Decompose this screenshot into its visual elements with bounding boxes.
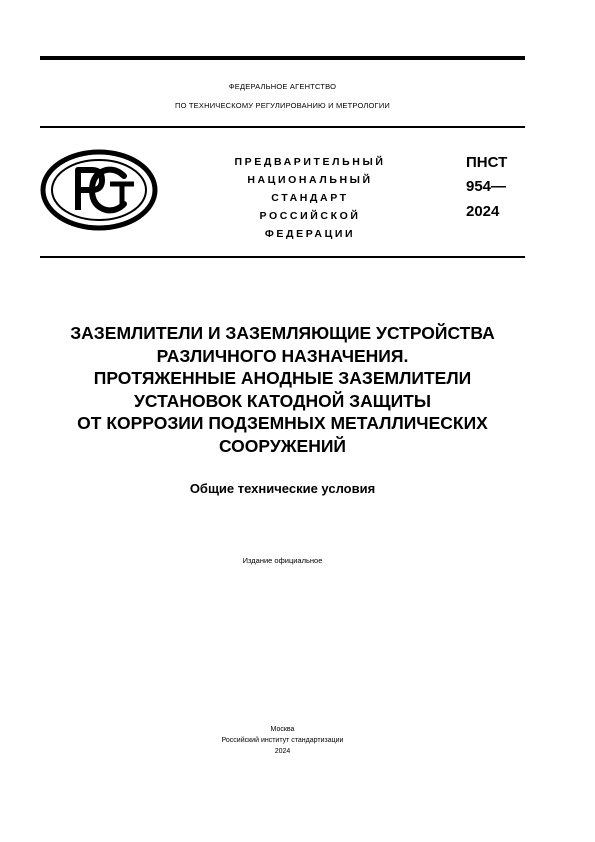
standard-type-line-1: ПРЕДВАРИТЕЛЬНЫЙ: [234, 156, 386, 168]
header-rule: [40, 126, 525, 128]
title-line: ПРОТЯЖЕННЫЕ АНОДНЫЕ ЗАЗЕМЛИТЕЛИ: [93, 368, 472, 388]
title-line: РАЗЛИЧНОГО НАЗНАЧЕНИЯ.: [156, 345, 409, 366]
agency-line-1: ФЕДЕРАЛЬНОЕ АГЕНТСТВО: [228, 82, 337, 91]
document-subtitle: Общие технические условия: [189, 481, 376, 496]
standard-type-line-3: СТАНДАРТ: [271, 192, 349, 204]
top-rule: [40, 56, 525, 60]
document-title: [30, 322, 535, 457]
edition-note: Издание официальное: [242, 556, 323, 565]
title-line: ЗАЗЕМЛИТЕЛИ И ЗАЗЕМЛЯЮЩИЕ УСТРОЙСТВА: [70, 323, 495, 343]
title-line: СООРУЖЕНИЙ: [218, 435, 347, 456]
agency-line-2: ПО ТЕХНИЧЕСКОМУ РЕГУЛИРОВАНИЮ И МЕТРОЛОГИИ: [174, 101, 390, 110]
title-line: ОТ КОРРОЗИИ ПОДЗЕМНЫХ МЕТАЛЛИЧЕСКИХ: [77, 413, 488, 433]
standard-type-line-4: РОССИЙСКОЙ: [259, 210, 361, 222]
title-line: УСТАНОВОК КАТОДНОЙ ЗАЩИТЫ: [134, 390, 431, 411]
footer-publisher: Российский институт стандартизации: [221, 737, 344, 744]
standard-type-line-2: НАЦИОНАЛЬНЫЙ: [247, 174, 373, 186]
standard-code-year: 2024: [466, 203, 500, 220]
standard-type-line-5: ФЕДЕРАЦИИ: [264, 228, 356, 240]
standard-code-prefix: ПНСТ: [466, 154, 508, 171]
rst-mark-icon: [40, 148, 158, 232]
section-rule: [40, 256, 525, 258]
footer-city: Москва: [270, 726, 295, 733]
footer-year: 2024: [274, 748, 291, 755]
standard-code-number: 954—: [466, 178, 507, 195]
